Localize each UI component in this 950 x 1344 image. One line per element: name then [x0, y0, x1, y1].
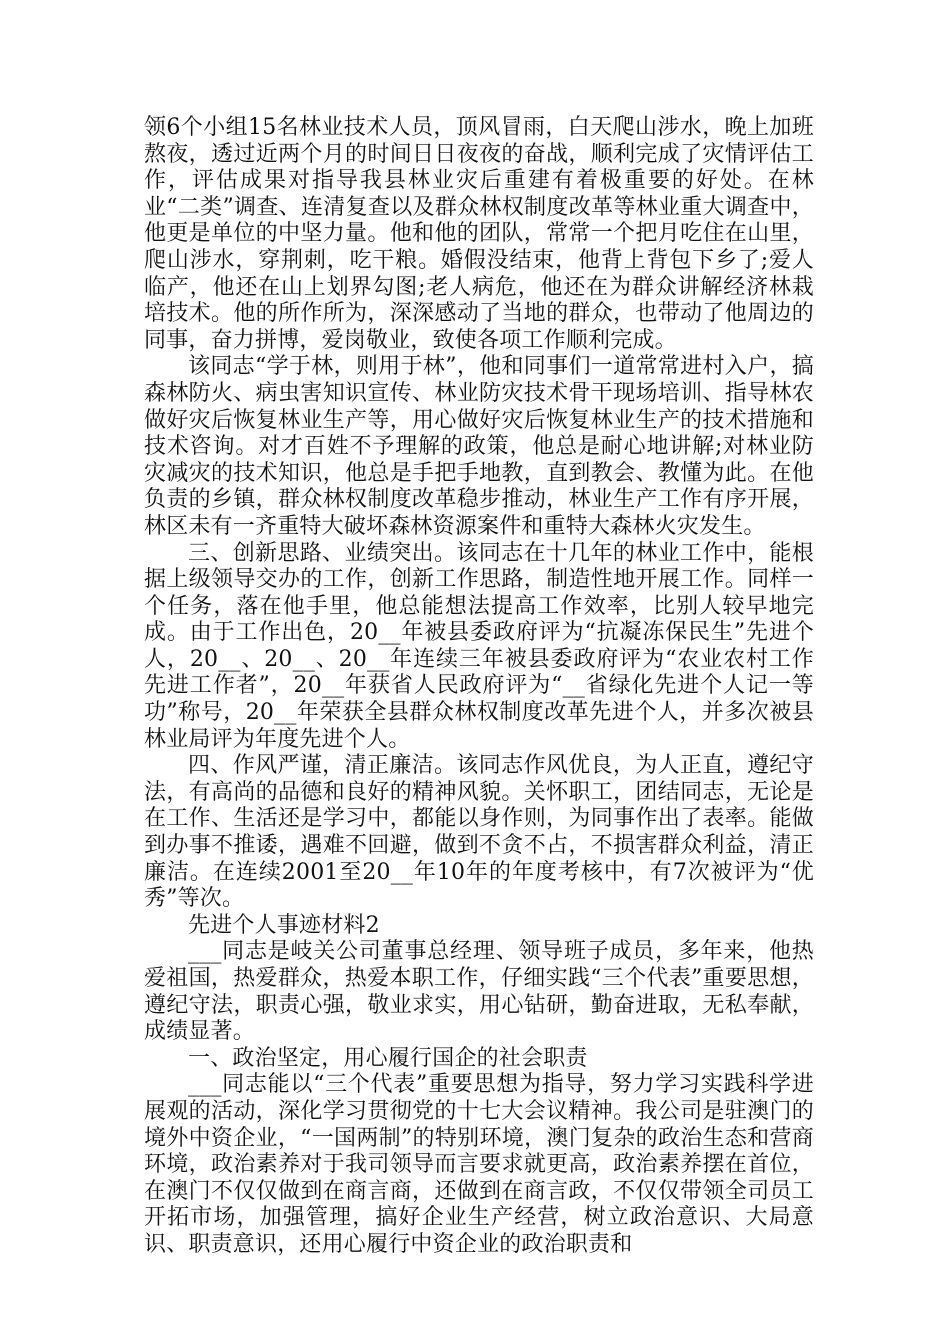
paragraph: ___同志能以“三个代表”重要思想为指导，努力学习实践科学进展观的活动，深化学习贯彻党的十七大会议精神。我公司是驻澳门的境外中资企业，“一国两制”的特别环境，澳门复杂的政治生态和营商环境，政治素养对于我司领导而言要求就更高，政治素养摆在首位，在澳门不仅仅做到在商言商，还做到在商言政，不仅仅带领全司员工开拓市场，加强管理，搞好企业生产经营，树立政治意识、大局意识、职责意识，还用心履行中资企业的政治职责和: [144, 1072, 814, 1257]
section-heading: 一、政治坚定，用心履行国企的社会职责: [188, 1045, 588, 1071]
document-body: [144, 115, 814, 1259]
paragraph: ___同志是岐关公司董事总经理、领导班子成员，多年来，他热爱祖国，热爱群众，热爱本职工作，仔细实践“三个代表”重要思想，遵纪守法，职责心强，敬业求实，用心钻研，勤奋进取，无私奉献，成绩显著。: [144, 939, 814, 1045]
paragraph: 领6个小组15名林业技术人员，顶风冒雨，白天爬山涉水，晚上加班熬夜，透过近两个月的时间日日夜夜的奋战，顺利完成了灾情评估工作，评估成果对指导我县林业灾后重建有着极重要的好处。在林业“二类”调查、连清复查以及群众林权制度改革等林业重大调查中，他更是单位的中坚力量。他和他的团队，常常一个把月吃住在山里，爬山涉水，穿荆刺，吃干粮。婚假没结束，他背上背包下乡了;爱人临产，他还在山上划界勾图;老人病危，他还在为群众讲解经济林栽培技术。他的所作所为，深深感动了当地的群众，也带动了他周边的同事，奋力拼博，爱岗敬业，致使各项工作顺利完成。: [144, 115, 814, 353]
paragraph: 三、创新思路、业绩突出。该同志在十几年的林业工作中，能根据上级领导交办的工作，创新工作思路，制造性地开展工作。同样一个任务，落在他手里，他总能想法提高工作效率，比别人较早地完成。由于工作出色，20__年被县委政府评为“抗凝冻保民生”先进个人，20__、20__、20__年连续三年被县委政府评为“农业农村工作先进工作者”，20__年获省人民政府评为“__省绿化先进个人记一等功”称号，20__年荣获全县群众林权制度改革先进个人，并多次被县林业局评为年度先进个人。: [144, 540, 814, 752]
paragraph: 四、作风严谨，清正廉洁。该同志作风优良，为人正直，遵纪守法，有高尚的品德和良好的精神风貌。关怀职工，团结同志，无论是在工作、生活还是学习中，都能以身作则，为同事作出了表率。能做到办事不推诿，遇难不回避，做到不贪不占，不损害群众利益，清正廉洁。在连续2001至20__年10年的年度考核中，有7次被评为“优秀”等次。: [144, 753, 814, 912]
paragraph: 该同志“学于林，则用于林”，他和同事们一道常常进村入户，搞森林防火、病虫害知识宣传、林业防灾技术骨干现场培训、指导林农做好灾后恢复林业生产等，用心做好灾后恢复林业生产的技术措施和技术咨询。对才百姓不予理解的政策，他总是耐心地讲解;对林业防灾减灾的技术知识，他总是手把手地教，直到教会、教懂为此。在他负责的乡镇，群众林权制度改革稳步推动，林业生产工作有序开展，林区未有一齐重特大破坏森林资源案件和重特大森林火灾发生。: [144, 354, 814, 539]
section-title: 先进个人事迹材料2: [188, 912, 380, 938]
